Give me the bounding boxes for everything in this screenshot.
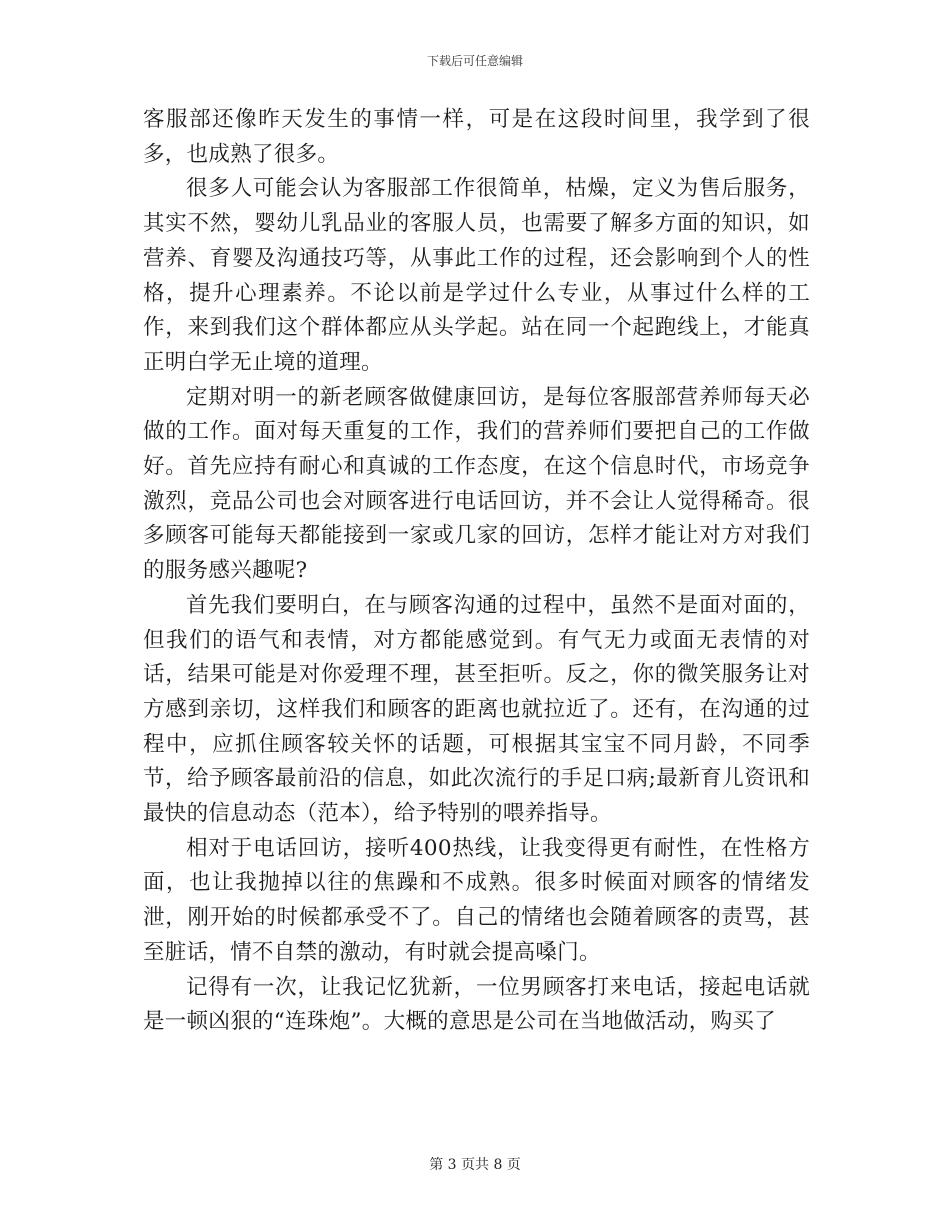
- paragraph: 首先我们要明白，在与顾客沟通的过程中，虽然不是面对面的，但我们的语气和表情，对方都能感觉到。有气无力或面无表情的对话，结果可能是对你爱理不理，甚至拒听。反之，你的微笑服务让对方感到亲切，这样我们和顾客的距离也就拉近了。还有，在沟通的过程中，应抓住顾客较关怀的话题，可根据其宝宝不同月龄，不同季节，给予顾客最前沿的信息，如此次流行的手足口病;最新育儿资讯和最快的信息动态（范本），给予特别的喂养指导。: [143, 592, 810, 827]
- paragraph: 很多人可能会认为客服部工作很简单，枯燥，定义为售后服务，其实不然，婴幼儿乳品业的客服人员，也需要了解多方面的知识，如营养、育婴及沟通技巧等，从事此工作的过程，还会影响到个人的性格，提升心理素养。不论以前是学过什么专业，从事过什么样的工作，来到我们这个群体都应从头学起。站在同一个起跑线上，才能真正明白学无止境的道理。: [143, 176, 810, 375]
- document-body: [143, 103, 810, 1040]
- paragraph: 客服部还像昨天发生的事情一样，可是在这段时间里，我学到了很多，也成熟了很多。: [143, 107, 810, 167]
- page-number-footer: 第 3 页共 8 页: [429, 1157, 521, 1173]
- paragraph: 定期对明一的新老顾客做健康回访，是每位客服部营养师每天必做的工作。面对每天重复的工作，我们的营养师们要把自己的工作做好。首先应持有耐心和真诚的工作态度，在这个信息时代，市场竞争激烈，竞品公司也会对顾客进行电话回访，并不会让人觉得稀奇。很多顾客可能每天都能接到一家或几家的回访，怎样才能让对方对我们的服务感兴趣呢?: [143, 384, 810, 584]
- page-header: 下载后可任意编辑: [426, 54, 523, 68]
- paragraph: 相对于电话回访，接听400热线，让我变得更有耐性，在性格方面，也让我抛掉以往的焦躁和不成熟。很多时候面对顾客的情绪发泄，刚开始的时候都承受不了。自己的情绪也会随着顾客的责骂，甚至脏话，情不自禁的激动，有时就会提高嗓门。: [143, 835, 810, 965]
- paragraph: 记得有一次，让我记忆犹新，一位男顾客打来电话，接起电话就是一顿凶狠的“连珠炮”。大概的意思是公司在当地做活动，购买了: [143, 974, 810, 1035]
